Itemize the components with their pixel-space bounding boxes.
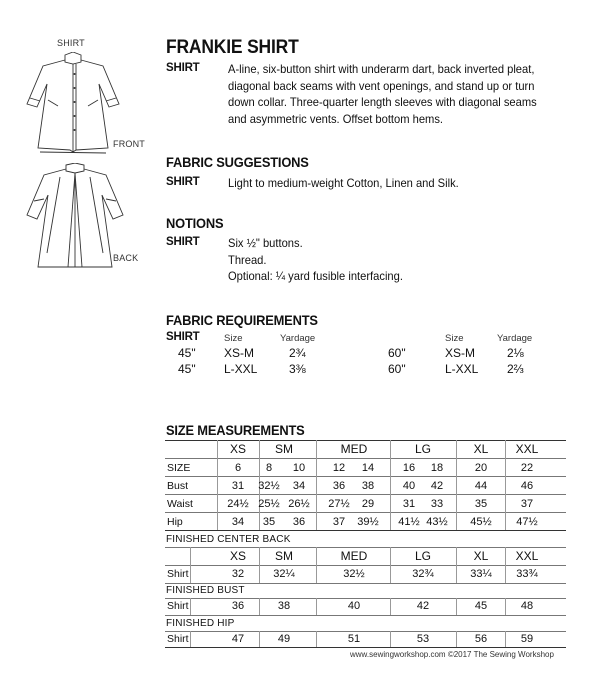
center-back-cell: 32¾ [412, 568, 434, 580]
size-cell: 6 [234, 462, 242, 474]
table-divider [190, 631, 191, 647]
size-column-header: LG [414, 442, 431, 456]
waist-cell: 26½ [288, 498, 310, 510]
finished-bust-cell: 48 [520, 600, 534, 612]
fabric-yardage: 2⅛ [507, 346, 524, 360]
fabric-size: L-XXL [224, 362, 258, 376]
bust-cell: 46 [520, 480, 534, 492]
table-divider [316, 598, 317, 615]
row-label-shirt: Shirt [167, 568, 189, 580]
size-cell: 20 [474, 462, 488, 474]
size-cell: 12 [332, 462, 346, 474]
row-label-shirt: Shirt [167, 633, 189, 645]
size-column-header: XL [473, 442, 489, 456]
hip-cell: 43½ [426, 516, 448, 528]
finished-center-back-title: FINISHED CENTER BACK [166, 534, 291, 545]
waist-cell: 37 [520, 498, 534, 510]
notions-title: NOTIONS [166, 215, 224, 231]
size-cell: 22 [520, 462, 534, 474]
yardage-header-right: Yardage [497, 333, 533, 344]
fabric-width: 60" [388, 346, 406, 360]
center-back-cell: 32 [231, 568, 245, 580]
description-line: down collar. Three-quarter length sleeves with diagonal seams [228, 95, 537, 109]
fabric-size: L-XXL [445, 362, 479, 376]
waist-cell: 29 [361, 498, 375, 510]
hip-cell: 36 [292, 516, 306, 528]
illustration-label-front: FRONT [113, 139, 145, 149]
finished-hip-cell: 47 [231, 633, 245, 645]
finished-bust-cell: 40 [347, 600, 361, 612]
hip-cell: 37 [332, 516, 346, 528]
center-back-cell: 32½ [343, 568, 365, 580]
table-divider [190, 598, 191, 615]
finished-bust-cell: 36 [231, 600, 245, 612]
table-divider [505, 440, 506, 530]
finished-hip-cell: 51 [347, 633, 361, 645]
table-divider [390, 547, 391, 583]
size-column-header: XL [473, 549, 489, 563]
row-label-size: SIZE [167, 462, 191, 474]
notion-item: Six ½" buttons. [228, 236, 303, 250]
illustration-label-shirt: SHIRT [57, 38, 85, 48]
size-column-header: XXL [515, 442, 539, 456]
table-rule [165, 583, 566, 584]
size-column-header: XS [229, 442, 246, 456]
table-divider [456, 631, 457, 647]
waist-cell: 33 [430, 498, 444, 510]
size-column-header: MED [340, 549, 368, 563]
table-divider [259, 547, 260, 583]
finished-bust-cell: 42 [416, 600, 430, 612]
hip-cell: 34 [231, 516, 245, 528]
row-label-hip: Hip [167, 516, 183, 528]
description-line: diagonal back seams with vent openings, and stand up or turn [228, 78, 535, 93]
size-column-header: MED [340, 442, 368, 456]
illustration-label-back: BACK [113, 253, 139, 263]
table-divider [259, 598, 260, 615]
row-label-bust: Bust [167, 480, 189, 492]
bust-cell: 34 [292, 480, 306, 492]
size-cell: 16 [402, 462, 416, 474]
fabric-suggestions-title: FABRIC SUGGESTIONS [166, 154, 309, 170]
finished-hip-cell: 49 [277, 633, 291, 645]
size-cell: 8 [265, 462, 273, 474]
finished-hip-cell: 59 [520, 633, 534, 645]
bust-cell: 40 [402, 480, 416, 492]
table-divider [316, 631, 317, 647]
table-divider [190, 547, 191, 583]
row-label-waist: Waist [167, 498, 193, 510]
hip-cell: 47½ [516, 516, 538, 528]
size-column-header: XS [229, 549, 246, 563]
finished-bust-title: FINISHED BUST [166, 585, 245, 596]
notions-list [228, 235, 403, 285]
size-header-left: Size [224, 333, 243, 344]
fabric-width: 45" [178, 362, 196, 376]
fabric-size: XS-M [224, 346, 254, 360]
table-rule [165, 615, 566, 616]
hip-cell: 35 [262, 516, 276, 528]
table-divider [390, 631, 391, 647]
waist-cell: 24½ [227, 498, 249, 510]
size-column-header: SM [275, 442, 293, 456]
finished-bust-cell: 38 [277, 600, 291, 612]
description-label: SHIRT [166, 62, 200, 74]
size-cell: 10 [292, 462, 306, 474]
bust-cell: 31 [231, 480, 245, 492]
size-cell: 14 [361, 462, 375, 474]
fabric-size: XS-M [445, 346, 475, 360]
table-rule [165, 530, 566, 531]
center-back-cell: 33¼ [470, 568, 492, 580]
row-label-shirt: Shirt [167, 600, 189, 612]
hip-cell: 41½ [398, 516, 420, 528]
waist-cell: 25½ [258, 498, 280, 510]
notion-item: Optional: ¼ yard fusible interfacing. [228, 269, 403, 283]
table-divider [259, 631, 260, 647]
table-divider [505, 631, 506, 647]
fabric-yardage: 2¾ [289, 346, 306, 360]
notion-item: Thread. [228, 252, 267, 267]
fabric-yardage: 3⅜ [289, 362, 306, 376]
description-line: and asymmetric vents. Offset bottom hems. [228, 111, 444, 126]
table-divider [505, 598, 506, 615]
size-column-header: LG [414, 549, 431, 563]
size-cell: 18 [430, 462, 444, 474]
notions-label: SHIRT [166, 236, 200, 248]
fabric-yardage: 2⅔ [507, 362, 524, 376]
fabric-suggestions-label: SHIRT [166, 176, 200, 188]
table-divider [505, 547, 506, 583]
bust-cell: 42 [430, 480, 444, 492]
hip-cell: 45½ [470, 516, 492, 528]
description-line: A-line, six-button shirt with underarm dart, back inverted pleat, [228, 62, 535, 76]
table-divider [456, 547, 457, 583]
size-column-header: SM [275, 549, 293, 563]
finished-bust-cell: 45 [474, 600, 488, 612]
waist-cell: 31 [402, 498, 416, 510]
table-divider [390, 598, 391, 615]
fabric-requirements-label: SHIRT [166, 331, 200, 343]
shirt-front-illustration [18, 52, 128, 160]
bust-cell: 44 [474, 480, 488, 492]
fabric-suggestions-text: Light to medium-weight Cotton, Linen and Silk. [228, 176, 459, 190]
center-back-cell: 33¾ [516, 568, 538, 580]
page-title: FRANKIE SHIRT [166, 37, 299, 58]
size-measurements-title: SIZE MEASUREMENTS [166, 422, 305, 438]
fabric-width: 45" [178, 346, 196, 360]
center-back-cell: 32¼ [273, 568, 295, 580]
table-divider [316, 547, 317, 583]
finished-hip-title: FINISHED HIP [166, 618, 235, 629]
hip-cell: 39½ [357, 516, 379, 528]
bust-cell: 36 [332, 480, 346, 492]
finished-hip-cell: 56 [474, 633, 488, 645]
waist-cell: 35 [474, 498, 488, 510]
footer-credit: www.sewingworkshop.com ©2017 The Sewing Workshop [350, 650, 554, 659]
table-divider [456, 598, 457, 615]
size-header-right: Size [445, 333, 464, 344]
bust-cell: 32½ [258, 480, 280, 492]
waist-cell: 27½ [328, 498, 350, 510]
description-text [228, 61, 563, 127]
finished-hip-cell: 53 [416, 633, 430, 645]
table-rule [165, 647, 566, 648]
fabric-width: 60" [388, 362, 406, 376]
fabric-requirements-title: FABRIC REQUIREMENTS [166, 312, 318, 328]
bust-cell: 38 [361, 480, 375, 492]
yardage-header-left: Yardage [280, 333, 316, 344]
size-column-header: XXL [515, 549, 539, 563]
